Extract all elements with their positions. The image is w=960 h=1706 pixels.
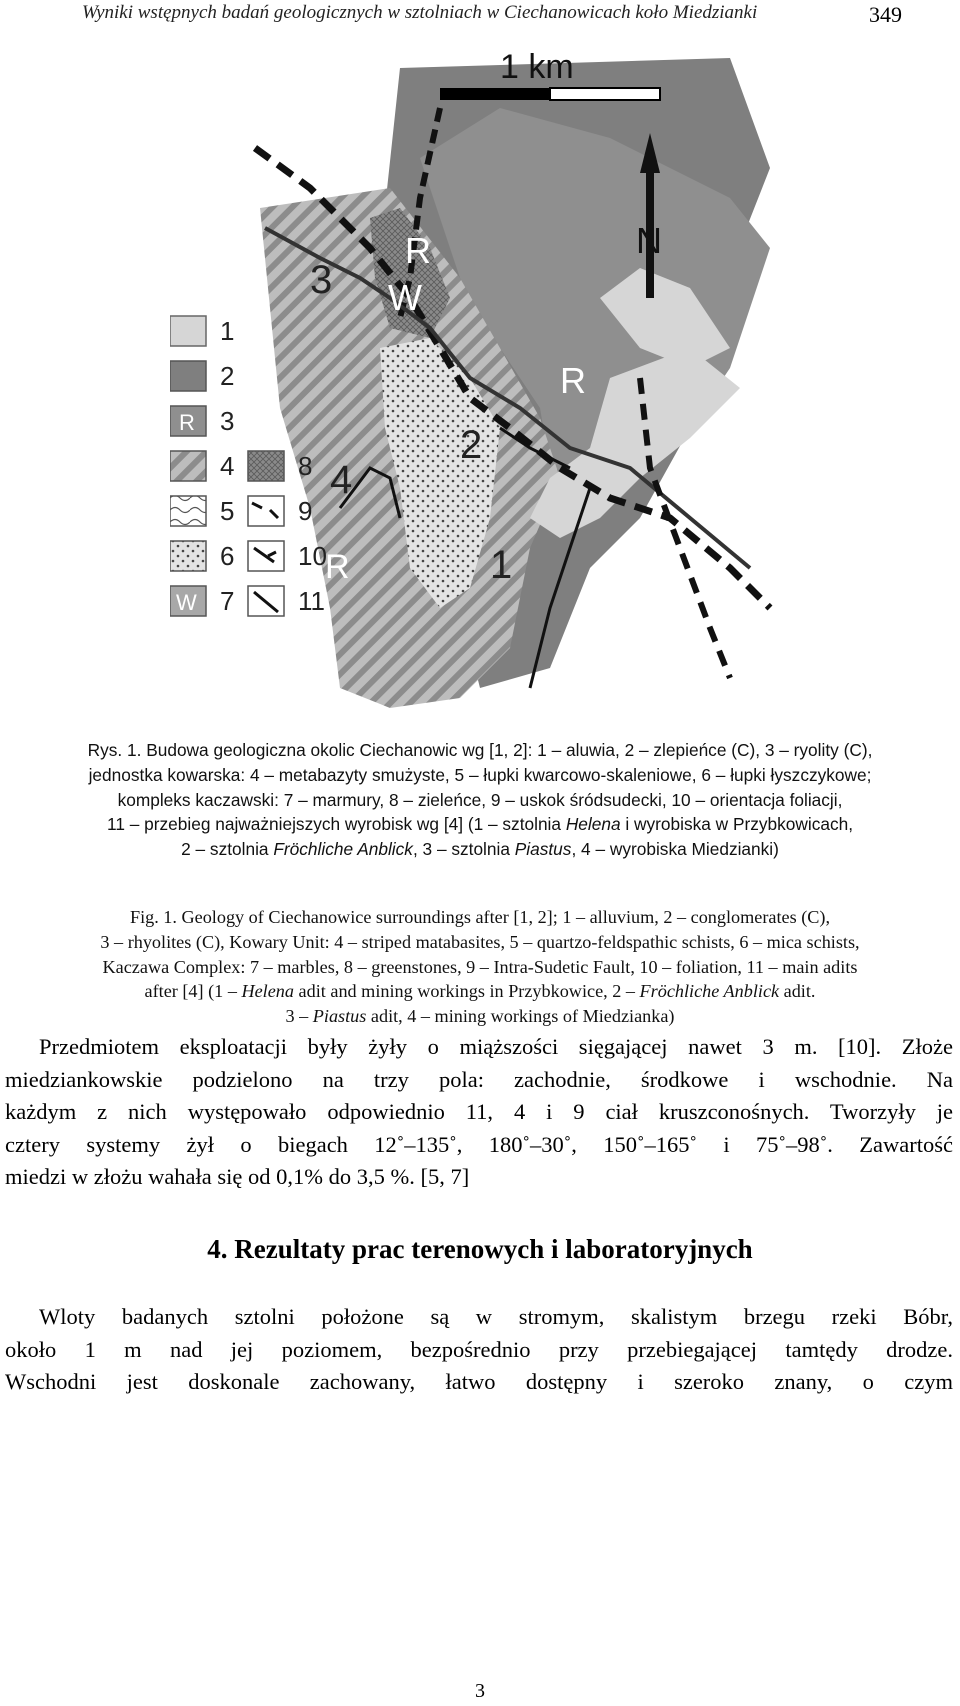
figure-caption-en xyxy=(12,905,948,1029)
paragraph-line: miedziankowskie podzielono na trzy pola: zachodnie, środkowe i wschodnie. Na xyxy=(5,1066,953,1092)
caption-line: after [4] (1 – Helena adit and mining workings in Przybkowice, 2 – Fröchliche Anblick adit. xyxy=(144,981,816,1002)
legend-label: 11 xyxy=(298,586,325,616)
page-header xyxy=(60,0,900,30)
legend-label: 9 xyxy=(298,496,313,526)
legend-label: 10 xyxy=(298,541,327,571)
map-label: R xyxy=(405,230,431,271)
legend-swatch-label: W xyxy=(176,590,197,615)
caption-line: Kaczawa Complex: 7 – marbles, 8 – greenstones, 9 – Intra-Sudetic Fault, 10 – foliation, 11 – main adits xyxy=(102,956,858,977)
map-label: 1 xyxy=(490,543,513,587)
caption-line: 2 – sztolnia Fröchliche Anblick, 3 – sztolnia Piastus, 4 – wyrobiska Miedzianki) xyxy=(181,839,779,860)
legend-label: 1 xyxy=(220,316,235,346)
legend-label: 5 xyxy=(220,496,235,526)
caption-line: kompleks kaczawski: 7 – marmury, 8 – zieleńce, 9 – uskok śródsudecki, 10 – orientacja foliacji, xyxy=(117,789,843,810)
map-label: R xyxy=(560,360,586,401)
caption-line: jednostka kowarska: 4 – metabazyty smużyste, 5 – łupki kwarcowo-skaleniowe, 6 – łupki łyszczykowe; xyxy=(88,764,872,785)
map-label: 4 xyxy=(330,458,353,502)
footer-page-number: 3 xyxy=(475,1680,485,1702)
figure-caption-pl xyxy=(12,738,948,862)
map-label: W xyxy=(388,277,422,318)
section-heading: 4. Rezultaty prac terenowych i laboratoryjnych xyxy=(207,1234,753,1264)
geological-map xyxy=(170,48,790,718)
caption-line: 3 – rhyolites (C), Kowary Unit: 4 – striped matabasites, 5 – quartzo-feldspathic schists, 6 – mica schists, xyxy=(100,931,860,952)
map-label: 2 xyxy=(460,423,483,467)
caption-line: 11 – przebieg najważniejszych wyrobisk wg [4] (1 – sztolnia Helena i wyrobiska w Przybkowicach, xyxy=(107,814,853,835)
running-title: Wyniki wstępnych badań geologicznych w sztolniach w Ciechanowicach koło Miedzianki xyxy=(82,2,758,23)
north-label: N xyxy=(636,220,662,261)
paragraph-line: Wloty badanych sztolni położone są w stromym, skalistym brzegu rzeki Bóbr, xyxy=(39,1304,953,1329)
paragraph-line: miedzi w złożu wahała się od 0,1% do 3,5 %. [5, 7] xyxy=(5,1164,470,1189)
geological-map-figure xyxy=(170,48,790,718)
page-number: 349 xyxy=(869,2,902,27)
map-label: 3 xyxy=(310,258,333,302)
map-body xyxy=(260,58,770,708)
legend-swatch-label: R xyxy=(179,410,195,435)
legend-label: 3 xyxy=(220,406,235,436)
legend-label: 8 xyxy=(298,451,313,481)
paragraph-2 xyxy=(5,1301,953,1399)
paragraph-line: cztery systemy żył o biegach 12˚–135˚, 180˚–30˚, 150˚–165˚ i 75˚–98˚. Zawartość xyxy=(5,1131,953,1157)
map-label: R xyxy=(325,548,350,586)
paragraph-line: Wschodni jest doskonale zachowany, łatwo dostępny i szeroko znany, o czym xyxy=(5,1369,953,1394)
legend-label: 2 xyxy=(220,361,235,391)
legend-label: 4 xyxy=(220,451,235,481)
paragraph-1 xyxy=(5,1031,953,1194)
caption-line: 3 – Piastus adit, 4 – mining workings of Miedzianka) xyxy=(285,1006,675,1027)
legend-label: 7 xyxy=(220,586,235,616)
caption-line: Fig. 1. Geology of Ciechanowice surroundings after [1, 2]; 1 – alluvium, 2 – conglomerates (C), xyxy=(129,907,831,927)
caption-line: Rys. 1. Budowa geologiczna okolic Ciechanowic wg [1, 2]: 1 – aluwia, 2 – zlepieńce (C), 3 – ryolity (C), xyxy=(87,740,873,760)
scale-label: 1 km xyxy=(500,48,574,86)
legend-label: 6 xyxy=(220,541,235,571)
paragraph-line: około 1 m nad jej poziomem, bezpośrednio przy przebiegającej tamtędy drodze. xyxy=(5,1336,953,1362)
paragraph-line: Przedmiotem eksploatacji były żyły o miąższości sięgającej nawet 3 m. [10]. Złoże xyxy=(39,1034,953,1059)
paragraph-line: każdym z nich występowało odpowiednio 11, 4 i 9 ciał kruszconośnych. Tworzyły je xyxy=(5,1099,953,1124)
